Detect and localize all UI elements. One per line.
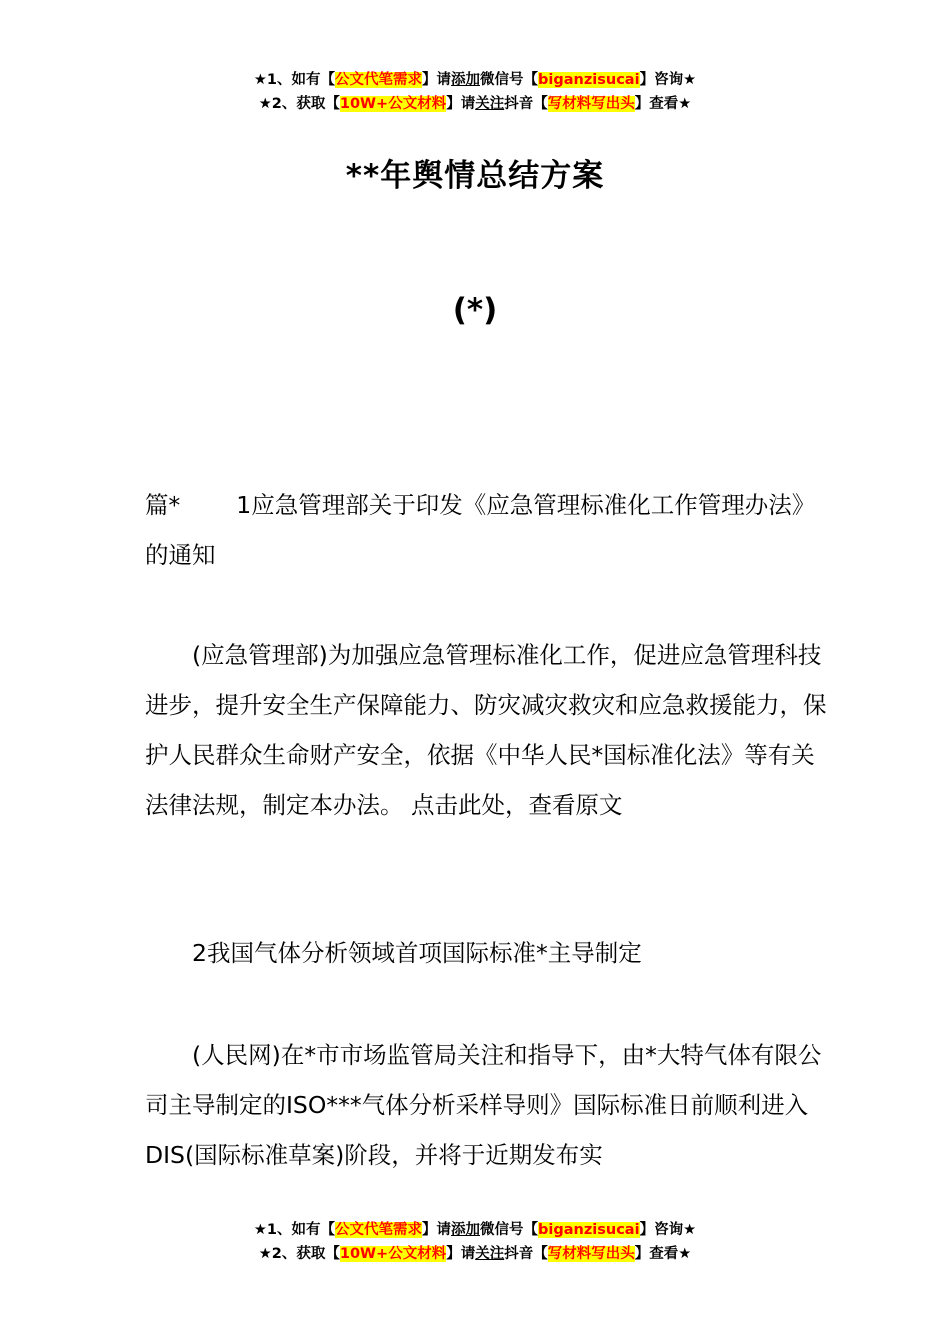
chapter-label: 篇*	[145, 491, 181, 519]
banner-text: ★2、获取【	[258, 1246, 340, 1262]
banner-text: 抖音【	[504, 1246, 548, 1262]
banner-underline: 关注	[475, 1246, 505, 1262]
banner-text: 】请	[446, 96, 476, 112]
banner-underline: 关注	[475, 96, 505, 112]
banner-underline: 添加	[451, 72, 481, 88]
footer-banner	[0, 1218, 950, 1266]
paragraph-2: (应急管理部)为加强应急管理标准化工作，促进应急管理科技进步，提升安全生产保障能力、防灾减灾救灾和应急救援能力，保护人民群众生命财产安全，依据《中华人民*国标准化法》等有关法律法规，制定本办法。 点击此处，查看原文	[145, 641, 827, 819]
banner-text: 】查看★	[634, 96, 692, 112]
banner-highlight: 公文代笔需求	[335, 1222, 423, 1238]
paragraph-1	[145, 480, 835, 580]
banner-highlight: 10W+公文材料	[339, 1246, 447, 1262]
banner-text: ★2、获取【	[258, 96, 340, 112]
banner-text: 】请	[446, 1246, 476, 1262]
banner-text: ★1、如有【	[253, 1222, 336, 1238]
banner-highlight: 写材料写出头	[547, 96, 635, 112]
banner-text: 】咨询★	[639, 1222, 697, 1238]
banner-line-1	[0, 68, 950, 92]
banner-text: 】咨询★	[639, 72, 697, 88]
page-title: **年舆情总结方案	[345, 158, 605, 194]
banner-text: 】请	[422, 72, 452, 88]
banner-line-2	[0, 1242, 950, 1266]
paragraph-3: 2我国气体分析领域首项国际标准*主导制定	[192, 939, 642, 967]
banner-underline: 添加	[451, 1222, 481, 1238]
banner-highlight: biganzisucai	[538, 72, 640, 88]
banner-line-2	[0, 92, 950, 116]
page-subtitle: (*)	[452, 292, 498, 328]
banner-text: ★1、如有【	[253, 72, 336, 88]
banner-text: 抖音【	[504, 96, 548, 112]
banner-highlight: biganzisucai	[538, 1222, 640, 1238]
banner-highlight: 写材料写出头	[547, 1246, 635, 1262]
paragraph-text: 1应急管理部关于印发《应急管理标准化工作管理办法》的通知	[145, 491, 816, 569]
banner-text: 】查看★	[634, 1246, 692, 1262]
banner-text: 微信号【	[480, 72, 539, 88]
paragraph-4: (人民网)在*市市场监管局关注和指导下，由*大特气体有限公司主导制定的ISO***气体分析采样导则》国际标准日前顺利进入DIS(国际标准草案)阶段，并将于近期发布实	[145, 1041, 822, 1169]
banner-text: 微信号【	[480, 1222, 539, 1238]
banner-text: 】请	[422, 1222, 452, 1238]
banner-highlight: 公文代笔需求	[335, 72, 423, 88]
banner-highlight: 10W+公文材料	[339, 96, 447, 112]
banner-line-1	[0, 1218, 950, 1242]
header-banner	[0, 68, 950, 116]
